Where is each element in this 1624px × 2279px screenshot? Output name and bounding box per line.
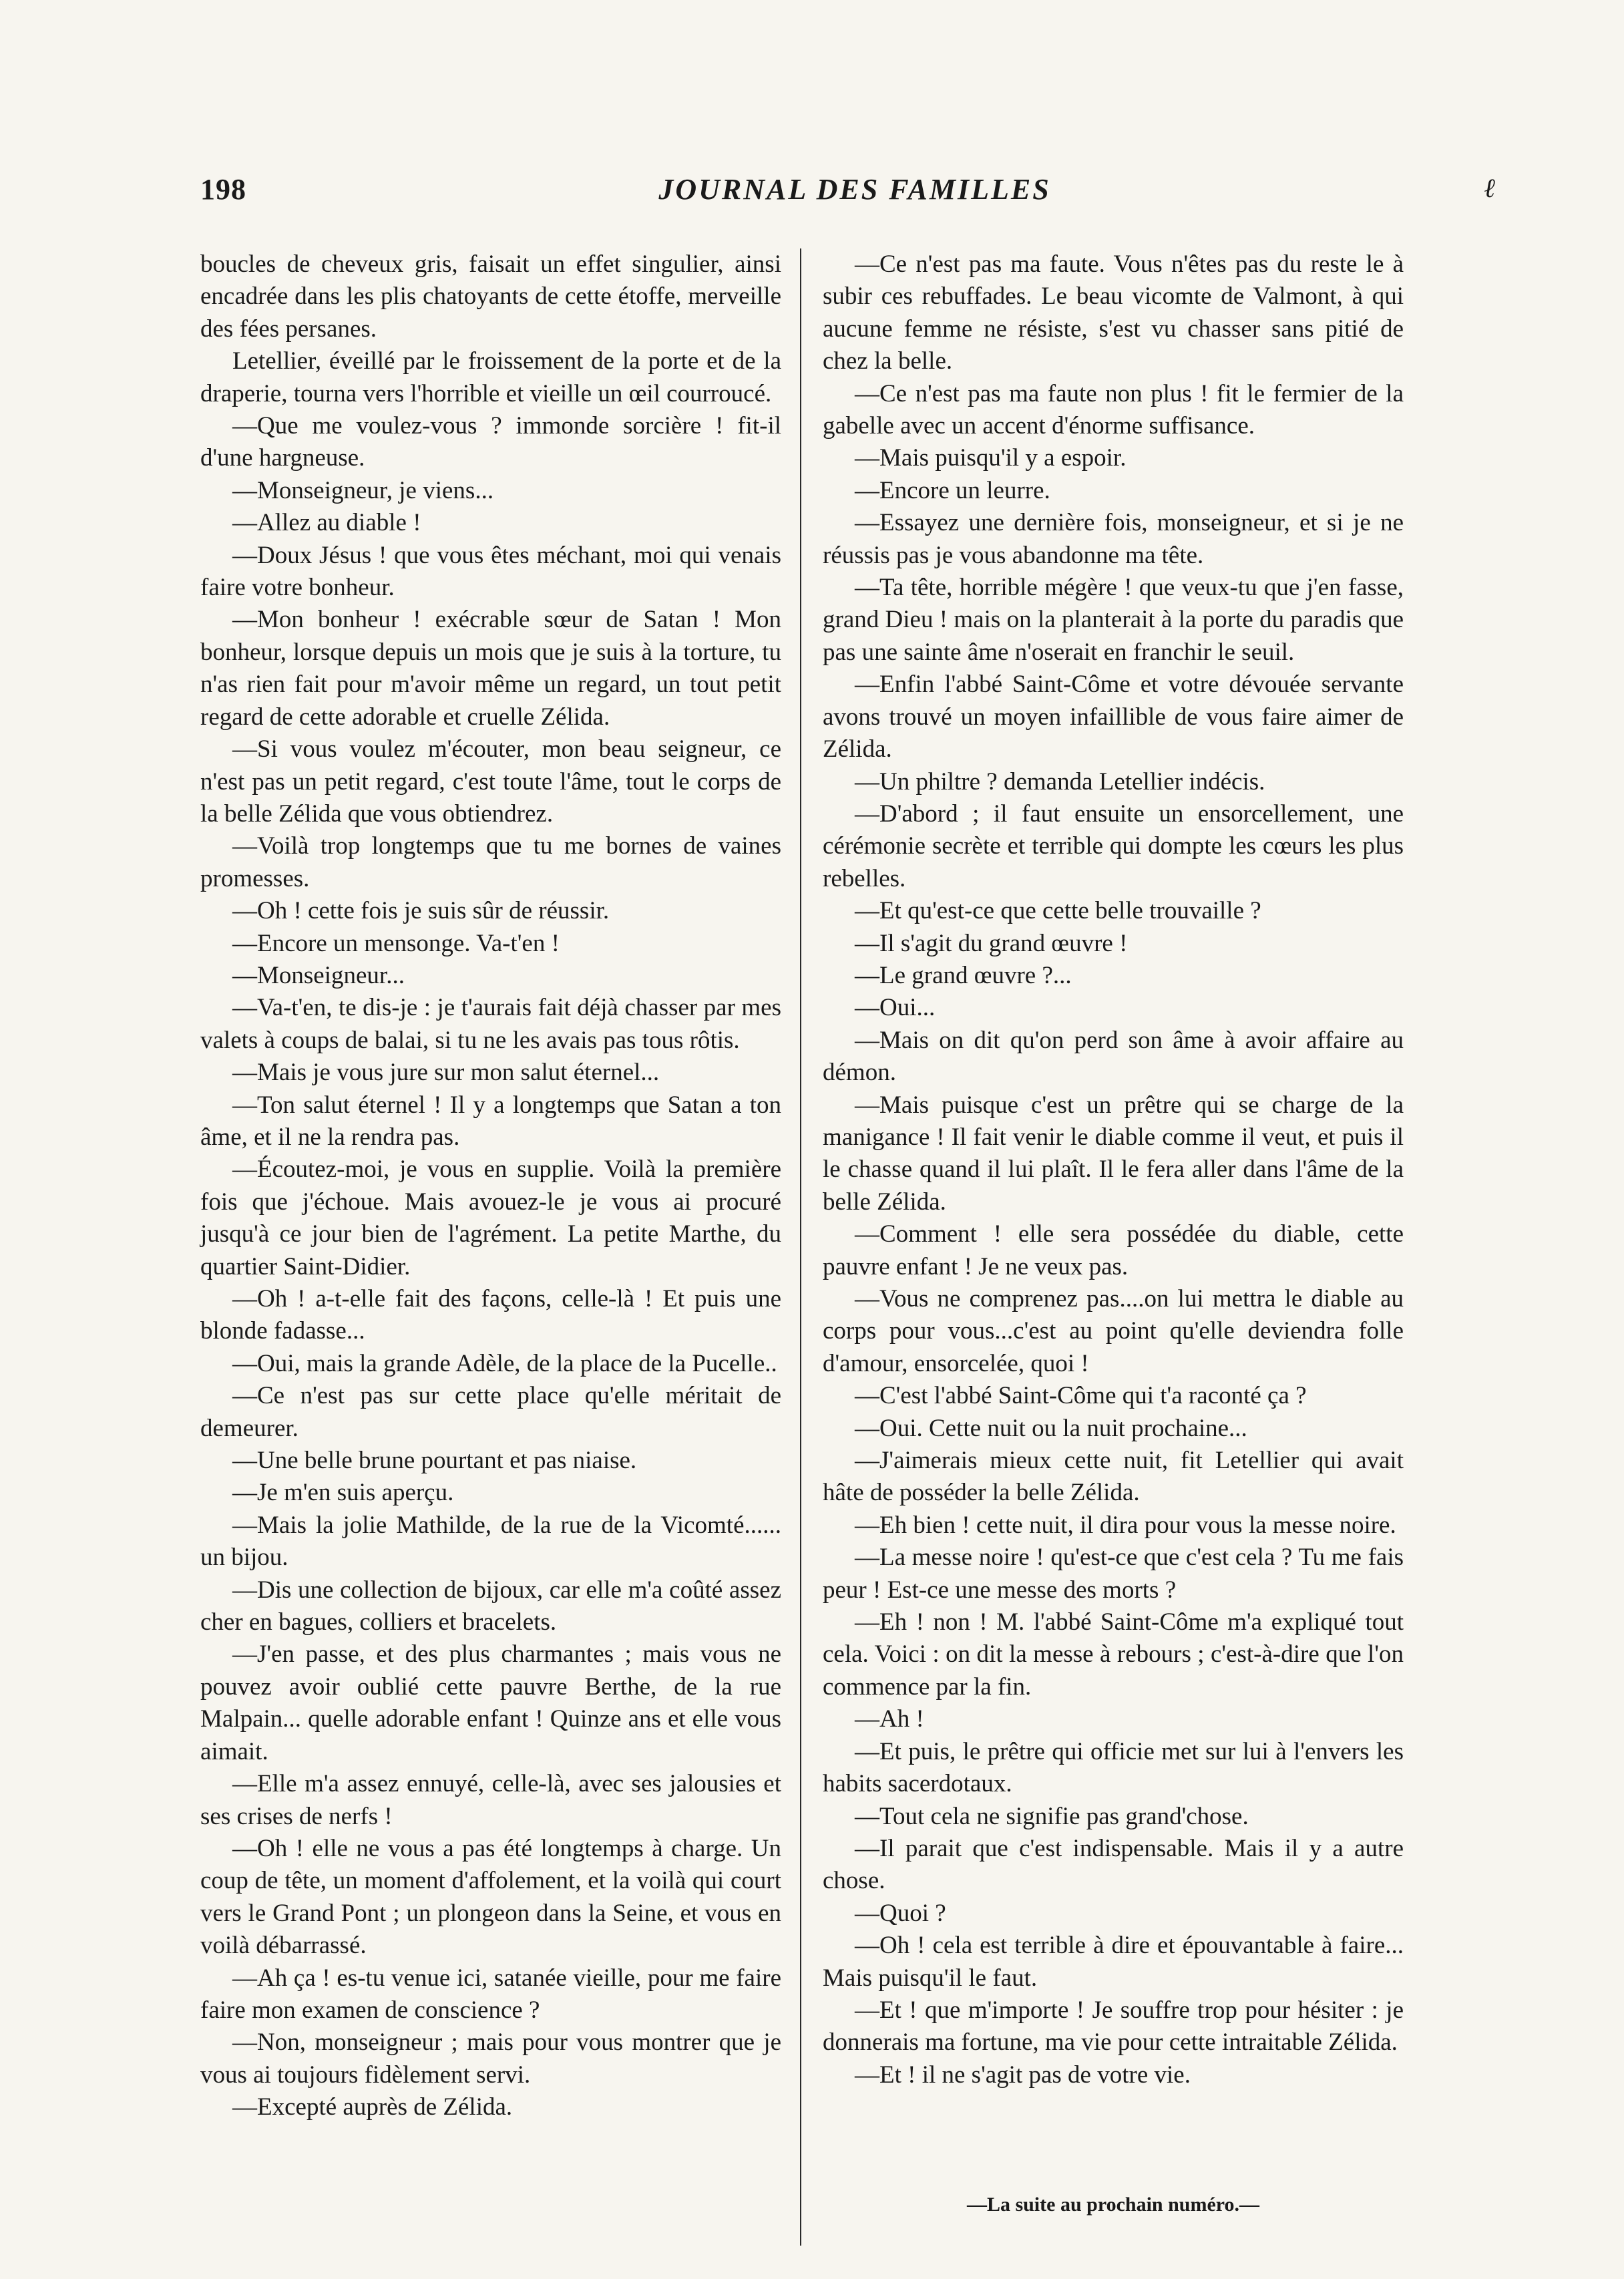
- paragraph: —Mon bonheur ! exécrable sœur de Satan ! Mon bonheur, lorsque depuis un mois que je suis à la torture, tu n'as rien fait pour m'avoir même un regard, un tout petit regard de cette adorable et cruelle Zélida.: [200, 606, 781, 731]
- paragraph: —Encore un leurre.: [855, 476, 1050, 504]
- paragraph: —Mais la jolie Mathilde, de la rue de la Vicomté...... un bijou.: [200, 1511, 781, 1572]
- paragraph: Letellier, éveillé par le froissement de la porte et de la draperie, tourna vers l'horrible et vieille un œil courroucé.: [200, 347, 781, 407]
- paragraph: —Il parait que c'est indispensable. Mais il y a autre chose.: [823, 1834, 1404, 1895]
- page-number: 198: [200, 173, 246, 206]
- paragraph: —Eh ! non ! M. l'abbé Saint-Côme m'a expliqué tout cela. Voici : on dit la messe à rebours ; c'est-à-dire que l'on commence par la fin.: [823, 1608, 1404, 1701]
- paragraph: —Il s'agit du grand œuvre !: [855, 929, 1128, 957]
- column-divider: [800, 248, 801, 2246]
- page-header: [200, 172, 1509, 219]
- paragraph: —Tout cela ne signifie pas grand'chose.: [855, 1802, 1249, 1830]
- paragraph: —Ah !: [855, 1705, 924, 1733]
- paragraph: —Oui, mais la grande Adèle, de la place de la Pucelle..: [232, 1349, 777, 1377]
- right-column: [823, 248, 1404, 2091]
- paragraph: —Monseigneur, je viens...: [232, 476, 494, 504]
- paragraph: —Monseigneur...: [232, 961, 405, 989]
- paragraph: —Allez au diable !: [232, 509, 421, 537]
- paragraph: —Va-t'en, te dis-je : je t'aurais fait déjà chasser par mes valets à coups de balai, si tu ne les avais pas tous rôtis.: [200, 994, 781, 1054]
- paragraph: —D'abord ; il faut ensuite un ensorcellement, une cérémonie secrète et terrible qui dompte les cœurs les plus rebelles.: [823, 800, 1404, 892]
- paragraph: —Encore un mensonge. Va-t'en !: [232, 929, 560, 957]
- paragraph: —Oh ! cela est terrible à dire et épouvantable à faire... Mais puisqu'il le faut.: [823, 1932, 1404, 1992]
- paragraph: —Elle m'a assez ennuyé, celle-là, avec ses jalousies et ses crises de nerfs !: [200, 1770, 781, 1830]
- paragraph: —Et ! il ne s'agit pas de votre vie.: [855, 2061, 1191, 2089]
- paragraph: —Eh bien ! cette nuit, il dira pour vous la messe noire.: [855, 1511, 1396, 1539]
- paragraph: —J'en passe, et des plus charmantes ; mais vous ne pouvez avoir oublié cette pauvre Berthe, de la rue Malpain... quelle adorable enfant ! Quinze ans et elle vous aimait.: [200, 1640, 781, 1765]
- paragraph: —Oui...: [855, 994, 936, 1022]
- paragraph: —Et ! que m'importe ! Je souffre trop pour hésiter : je donnerais ma fortune, ma vie pour cette intraitable Zélida.: [823, 1996, 1404, 2057]
- paragraph: —Non, monseigneur ; mais pour vous montrer que je vous ai toujours fidèlement servi.: [200, 2029, 781, 2089]
- paragraph: boucles de cheveux gris, faisait un effet singulier, ainsi encadrée dans les plis chatoyants de cette étoffe, merveille des fées persanes.: [200, 250, 781, 343]
- continuation-note: —La suite au prochain numéro.—: [966, 2194, 1260, 2216]
- paragraph: —C'est l'abbé Saint-Côme qui t'a raconté ça ?: [855, 1382, 1307, 1410]
- paragraph: —Je m'en suis aperçu.: [232, 1479, 454, 1507]
- paragraph: —Ce n'est pas sur cette place qu'elle méritait de demeurer.: [200, 1382, 781, 1442]
- paragraph: —Vous ne comprenez pas....on lui mettra le diable au corps pour vous...c'est au point qu'elle deviendra folle d'amour, ensorcelée, quoi !: [823, 1285, 1404, 1377]
- paragraph: —Oui. Cette nuit ou la nuit prochaine...: [855, 1414, 1247, 1442]
- paragraph: —Et qu'est-ce que cette belle trouvaille ?: [855, 897, 1261, 925]
- paragraph: —Voilà trop longtemps que tu me bornes de vaines promesses.: [200, 832, 781, 892]
- paragraph: —Si vous voulez m'écouter, mon beau seigneur, ce n'est pas un petit regard, c'est toute l'âme, tout le corps de la belle Zélida que vous obtiendrez.: [200, 735, 781, 828]
- paragraph: —Doux Jésus ! que vous êtes méchant, moi qui venais faire votre bonheur.: [200, 541, 781, 602]
- paragraph: —Ta tête, horrible mégère ! que veux-tu que j'en fasse, grand Dieu ! mais on la planterait à la porte du paradis que pas une sainte âme n'oserait en franchir le seuil.: [823, 574, 1404, 666]
- paragraph: —Que me voulez-vous ? immonde sorcière ! fit-il d'une hargneuse.: [200, 412, 781, 472]
- paragraph: —Oh ! elle ne vous a pas été longtemps à charge. Un coup de tête, un moment d'affolement, et la voilà qui court vers le Grand Pont ; un plongeon dans la Seine, et vous en voilà débarrassé.: [200, 1834, 781, 1960]
- paragraph: —Essayez une dernière fois, monseigneur, et si je ne réussis pas je vous abandonne ma tête.: [823, 509, 1404, 569]
- paragraph: —Le grand œuvre ?...: [855, 961, 1072, 989]
- paragraph: —Ton salut éternel ! Il y a longtemps que Satan a ton âme, et il ne la rendra pas.: [200, 1091, 781, 1151]
- paragraph: —Mais on dit qu'on perd son âme à avoir affaire au démon.: [823, 1026, 1404, 1087]
- paragraph: —Un philtre ? demanda Letellier indécis.: [855, 767, 1265, 796]
- paragraph: —Ah ça ! es-tu venue ici, satanée vieille, pour me faire faire mon examen de conscience ?: [200, 1964, 781, 2024]
- paragraph: —Mais puisque c'est un prêtre qui se charge de la manigance ! Il fait venir le diable comme il veut, et puis il le chasse quand il lui plaît. Il le fera aller dans l'âme de la belle Zélida.: [823, 1091, 1404, 1216]
- paragraph: —Quoi ?: [855, 1899, 946, 1927]
- paragraph: —Ce n'est pas ma faute non plus ! fit le fermier de la gabelle avec un accent d'énorme suffisance.: [823, 379, 1404, 440]
- paragraph: —Enfin l'abbé Saint-Côme et votre dévouée servante avons trouvé un moyen infaillible de vous faire aimer de Zélida.: [823, 671, 1404, 763]
- paragraph: —Ce n'est pas ma faute. Vous n'êtes pas du reste le à subir ces rebuffades. Le beau vicomte de Valmont, à qui aucune femme ne résiste, s'est vu chasser sans pitié de chez la belle.: [823, 250, 1404, 375]
- header-mark: ℓ: [1484, 173, 1496, 203]
- paragraph: —Une belle brune pourtant et pas niaise.: [232, 1447, 637, 1475]
- paragraph: —Mais je vous jure sur mon salut éternel...: [232, 1059, 660, 1087]
- paragraph: —La messe noire ! qu'est-ce que c'est cela ? Tu me fais peur ! Est-ce une messe des morts ?: [823, 1544, 1404, 1604]
- paragraph: —Oh ! a-t-elle fait des façons, celle-là ! Et puis une blonde fadasse...: [200, 1285, 781, 1345]
- paragraph: —Écoutez-moi, je vous en supplie. Voilà la première fois que j'échoue. Mais avouez-le je vous ai procuré jusqu'à ce jour bien de l'agrément. La petite Marthe, du quartier Saint-Didier.: [200, 1156, 781, 1280]
- running-title: JOURNAL DES FAMILLES: [658, 173, 1051, 206]
- left-column: [200, 248, 781, 2124]
- paragraph: —Et puis, le prêtre qui officie met sur lui à l'envers les habits sacerdotaux.: [823, 1737, 1404, 1798]
- paragraph: —Comment ! elle sera possédée du diable, cette pauvre enfant ! Je ne veux pas.: [823, 1220, 1404, 1280]
- paragraph: —Oh ! cette fois je suis sûr de réussir.: [232, 897, 610, 925]
- paragraph: —Excepté auprès de Zélida.: [232, 2093, 513, 2121]
- paragraph: —J'aimerais mieux cette nuit, fit Letellier qui avait hâte de posséder la belle Zélida.: [823, 1447, 1404, 1507]
- paragraph: —Mais puisqu'il y a espoir.: [855, 444, 1127, 472]
- paragraph: —Dis une collection de bijoux, car elle m'a coûté assez cher en bagues, colliers et bracelets.: [200, 1576, 781, 1636]
